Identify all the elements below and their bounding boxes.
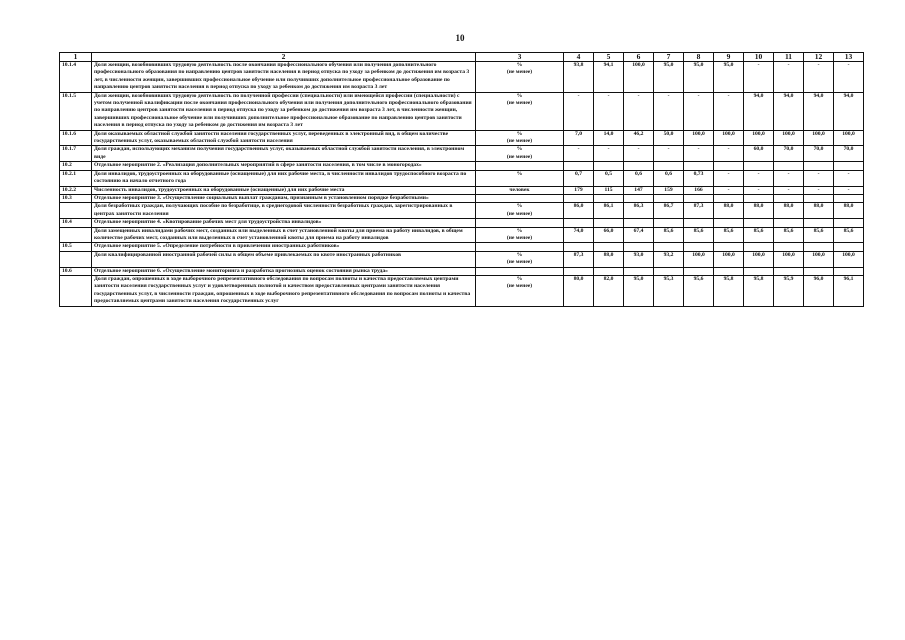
column-number-header: 10 — [744, 53, 774, 62]
row-value — [564, 219, 594, 227]
row-value — [774, 267, 804, 275]
row-value: 14,0 — [594, 130, 624, 146]
row-unit: % (не менее) — [476, 92, 564, 130]
row-value: - — [834, 62, 864, 93]
row-value — [594, 219, 624, 227]
row-value — [654, 194, 684, 202]
row-value — [564, 243, 594, 251]
row-value: 88,0 — [774, 203, 804, 219]
row-value — [744, 243, 774, 251]
indicators-table — [59, 52, 864, 307]
row-value: 70,0 — [834, 146, 864, 162]
row-value: - — [804, 170, 834, 186]
page-number: 10 — [455, 33, 465, 43]
column-number-header: 3 — [476, 53, 564, 62]
row-indicator-text: Доля замещенных инвалидами рабочих мест, созданных или выделенных в счет установленной квоты для приема на работу инвалидов, в общем количестве рабочих мест, созданных или выделенных в счет установленной квоты для приема на работу инвалидов — [92, 227, 476, 243]
row-value: - — [684, 146, 714, 162]
row-value — [774, 243, 804, 251]
row-value — [774, 219, 804, 227]
row-value: 70,0 — [804, 146, 834, 162]
row-code — [60, 251, 92, 267]
row-value: - — [714, 170, 744, 186]
row-value: 82,0 — [594, 275, 624, 306]
row-value: 86,3 — [624, 203, 654, 219]
row-value: 60,0 — [744, 146, 774, 162]
row-value: 85,6 — [654, 227, 684, 243]
row-value: - — [594, 146, 624, 162]
row-value: 0,6 — [624, 170, 654, 186]
row-code: 10.1.7 — [60, 146, 92, 162]
row-value: 85,6 — [714, 227, 744, 243]
row-value — [564, 162, 594, 170]
row-unit: % — [476, 170, 564, 186]
row-value: 85,6 — [774, 227, 804, 243]
row-value: - — [804, 62, 834, 93]
row-value — [684, 219, 714, 227]
row-value: 93,2 — [654, 251, 684, 267]
row-value: 100,0 — [684, 130, 714, 146]
row-value: 166 — [684, 186, 714, 194]
column-number-header: 12 — [804, 53, 834, 62]
row-value: 88,0 — [744, 203, 774, 219]
row-value: - — [774, 170, 804, 186]
row-unit — [476, 219, 564, 227]
row-value — [624, 194, 654, 202]
row-value: - — [834, 170, 864, 186]
row-value — [744, 267, 774, 275]
row-value — [624, 162, 654, 170]
row-value: 86,7 — [654, 203, 684, 219]
row-value: 88,0 — [804, 203, 834, 219]
table-row — [60, 275, 864, 306]
table-row — [60, 146, 864, 162]
row-value: - — [744, 62, 774, 93]
row-value: - — [714, 92, 744, 130]
row-value: 95,8 — [714, 275, 744, 306]
row-value: - — [624, 146, 654, 162]
column-number-header: 8 — [684, 53, 714, 62]
row-value — [594, 267, 624, 275]
row-value: 87,3 — [564, 251, 594, 267]
row-indicator-text: Отдельное мероприятие 4. «Квотирование рабочих мест для трудоустройства инвалидов» — [92, 219, 476, 227]
row-value: - — [714, 186, 744, 194]
row-value — [774, 162, 804, 170]
row-value: 0,73 — [684, 170, 714, 186]
row-value: - — [564, 146, 594, 162]
row-value: 88,0 — [594, 251, 624, 267]
table-row — [60, 219, 864, 227]
row-value: 100,0 — [774, 130, 804, 146]
row-indicator-text: Доля граждан, использующих механизм получения государственных услуг, оказываемых областной службой занятости населения, в электронном виде — [92, 146, 476, 162]
row-value: 66,0 — [594, 227, 624, 243]
row-value: 46,2 — [624, 130, 654, 146]
row-value — [714, 194, 744, 202]
row-value — [744, 219, 774, 227]
row-value: 147 — [624, 186, 654, 194]
row-value: 94,0 — [774, 92, 804, 130]
row-value — [624, 267, 654, 275]
row-value: 94,1 — [594, 62, 624, 93]
row-value: 86,1 — [594, 203, 624, 219]
row-value — [834, 267, 864, 275]
column-number-header: 9 — [714, 53, 744, 62]
row-code: 10.1.5 — [60, 92, 92, 130]
row-value: 93,8 — [564, 62, 594, 93]
row-value: 85,6 — [684, 227, 714, 243]
row-unit: человек — [476, 186, 564, 194]
row-code: 10.4 — [60, 219, 92, 227]
row-value — [714, 267, 744, 275]
row-value — [804, 219, 834, 227]
row-value: - — [654, 92, 684, 130]
row-value: 95,0 — [714, 62, 744, 93]
row-value — [684, 243, 714, 251]
row-indicator-text: Доля женщин, возобновивших трудовую деятельность по полученной профессии (специальности) или имеющейся профессии (специальности) с учетом полученной квалификации после окончания профессионального обучения или получения дополнительного профессионального образования по направлению центров занятости населения в период отпуска по уходу за ребенком до достижения им возраста 3 лет, в численности женщин, завершивших профессиональное обучение или получивших дополнительное профессиональное образование по направлению центров занятости населения в период отпуска по уходу за ребенком до достижения им возраста 3 лет — [92, 92, 476, 130]
table-row — [60, 162, 864, 170]
row-value: 94,0 — [834, 92, 864, 130]
row-indicator-text: Численность инвалидов, трудоустроенных на оборудованные (оснащенные) для них рабочие места — [92, 186, 476, 194]
row-value: 85,6 — [744, 227, 774, 243]
row-value: 7,0 — [564, 130, 594, 146]
row-value: 100,0 — [744, 130, 774, 146]
row-unit: % (не менее) — [476, 146, 564, 162]
row-code: 10.3 — [60, 194, 92, 202]
table-row — [60, 194, 864, 202]
row-indicator-text: Отдельное мероприятие 3. «Осуществление социальных выплат гражданам, признанным в установленном порядке безработными» — [92, 194, 476, 202]
row-value: - — [624, 92, 654, 130]
row-value — [684, 267, 714, 275]
row-value: 95,8 — [744, 275, 774, 306]
row-value: 88,0 — [714, 203, 744, 219]
row-value: 100,0 — [774, 251, 804, 267]
row-value: 95,0 — [624, 275, 654, 306]
row-value — [684, 162, 714, 170]
row-value: 86,0 — [564, 203, 594, 219]
table-row — [60, 130, 864, 146]
row-value: 100,0 — [714, 130, 744, 146]
row-value: - — [744, 170, 774, 186]
row-value: 100,0 — [804, 251, 834, 267]
row-value: - — [774, 186, 804, 194]
row-value — [804, 162, 834, 170]
row-code — [60, 275, 92, 306]
row-value — [684, 194, 714, 202]
row-value: 0,6 — [654, 170, 684, 186]
table-row — [60, 267, 864, 275]
table-row — [60, 186, 864, 194]
row-value — [834, 194, 864, 202]
row-code — [60, 227, 92, 243]
column-number-header: 1 — [60, 53, 92, 62]
row-value — [654, 219, 684, 227]
row-value: 179 — [564, 186, 594, 194]
row-value — [744, 194, 774, 202]
row-value — [564, 194, 594, 202]
row-unit: % (не менее) — [476, 203, 564, 219]
row-value: 95,6 — [684, 275, 714, 306]
row-value: 74,0 — [564, 227, 594, 243]
row-value — [744, 162, 774, 170]
row-code — [60, 203, 92, 219]
row-value: 96,1 — [834, 275, 864, 306]
row-value: 93,0 — [624, 251, 654, 267]
row-indicator-text: Доля безработных граждан, получающих пособие по безработице, в среднегодовой численности безработных граждан, зарегистрированных в центрах занятости населения — [92, 203, 476, 219]
row-value: - — [834, 186, 864, 194]
row-code: 10.1.6 — [60, 130, 92, 146]
row-value — [804, 243, 834, 251]
row-unit — [476, 243, 564, 251]
row-unit — [476, 194, 564, 202]
row-value — [714, 162, 744, 170]
row-unit — [476, 267, 564, 275]
row-indicator-text: Отдельное мероприятие 5. «Определение потребности в привлечении иностранных работников» — [92, 243, 476, 251]
row-unit: % (не менее) — [476, 251, 564, 267]
row-value: 96,0 — [804, 275, 834, 306]
row-value: 100,0 — [744, 251, 774, 267]
row-code: 10.2 — [60, 162, 92, 170]
row-value: 0,7 — [564, 170, 594, 186]
row-code: 10.2.1 — [60, 170, 92, 186]
row-unit: % (не менее) — [476, 130, 564, 146]
column-number-header: 11 — [774, 53, 804, 62]
table-row — [60, 203, 864, 219]
row-value: 88,0 — [834, 203, 864, 219]
column-number-row — [60, 53, 864, 62]
row-code: 10.1.4 — [60, 62, 92, 93]
row-value: - — [654, 146, 684, 162]
column-number-header: 4 — [564, 53, 594, 62]
row-unit: % (не менее) — [476, 275, 564, 306]
row-value: 100,0 — [714, 251, 744, 267]
row-value: - — [774, 62, 804, 93]
column-number-header: 2 — [92, 53, 476, 62]
row-value — [804, 267, 834, 275]
row-value: 0,5 — [594, 170, 624, 186]
row-value: 67,4 — [624, 227, 654, 243]
row-indicator-text: Доля оказываемых областной службой занятости населения государственных услуг, переведенных в электронный вид, в общем количестве государственных услуг, оказываемых областной службой занятости населения — [92, 130, 476, 146]
row-value: 85,6 — [804, 227, 834, 243]
row-value: 95,9 — [774, 275, 804, 306]
column-number-header: 6 — [624, 53, 654, 62]
row-value — [834, 162, 864, 170]
row-value: 100,0 — [684, 251, 714, 267]
row-value — [594, 243, 624, 251]
table-row — [60, 92, 864, 130]
column-number-header: 5 — [594, 53, 624, 62]
row-value — [624, 219, 654, 227]
table-row — [60, 243, 864, 251]
row-value — [594, 194, 624, 202]
row-indicator-text: Доля инвалидов, трудоустроенных на оборудованные (оснащенные) для них рабочие места, в численности инвалидов трудоспособного возраста по состоянию на начало отчетного года — [92, 170, 476, 186]
row-value — [834, 243, 864, 251]
row-value: - — [714, 146, 744, 162]
table-row — [60, 170, 864, 186]
row-value: - — [594, 92, 624, 130]
row-value: - — [744, 186, 774, 194]
row-value: 100,0 — [804, 130, 834, 146]
row-value — [654, 162, 684, 170]
row-value: 87,3 — [684, 203, 714, 219]
row-indicator-text: Доля квалифицированной иностранной рабочей силы в общем объеме привлекаемых по квоте иностранных работников — [92, 251, 476, 267]
column-number-header: 7 — [654, 53, 684, 62]
row-value — [594, 162, 624, 170]
column-number-header: 13 — [834, 53, 864, 62]
row-code: 10.6 — [60, 267, 92, 275]
row-value: 95,0 — [684, 62, 714, 93]
row-indicator-text: Доля женщин, возобновивших трудовую деятельность после окончания профессионального обучения или получения дополнительного профессионального образования по направлению центров занятости населения в период отпуска по уходу за ребенком до достижения им возраста 3 лет, в численности женщин, завершивших профессиональное обучение или получивших дополнительное профессиональное образование по направлению центров занятости населения в период отпуска по уходу за ребенком до достижения им возраста 3 лет — [92, 62, 476, 93]
table-row — [60, 227, 864, 243]
row-unit — [476, 162, 564, 170]
row-value: 100,0 — [834, 130, 864, 146]
row-value: 100,0 — [834, 251, 864, 267]
row-value — [714, 243, 744, 251]
row-value: 94,0 — [804, 92, 834, 130]
row-value: 115 — [594, 186, 624, 194]
row-value: - — [804, 186, 834, 194]
row-indicator-text: Доля граждан, опрошенных в ходе выборочного репрезентативного обследования по вопросам полноты и качества предоставляемых центрами занятости населения государственных услуг и удовлетворенных полнотой и качеством предоставленных центрами занятости населения государственных услуг, в численности граждан, опрошенных в ходе выборочного репрезентативного обследования по вопросам полноты и качества предоставляемых центрами занятости населения государственных услуг — [92, 275, 476, 306]
table-row — [60, 62, 864, 93]
row-value: 95,0 — [654, 62, 684, 93]
row-indicator-text: Отдельное мероприятие 6. «Осуществление мониторинга и разработка прогнозных оценок состояния рынка труда» — [92, 267, 476, 275]
row-value — [654, 243, 684, 251]
table-row — [60, 251, 864, 267]
row-value: 50,0 — [654, 130, 684, 146]
row-value — [774, 194, 804, 202]
row-value: 100,0 — [624, 62, 654, 93]
row-value: 85,6 — [834, 227, 864, 243]
row-value: 95,3 — [654, 275, 684, 306]
row-value: 159 — [654, 186, 684, 194]
row-unit: % (не менее) — [476, 62, 564, 93]
row-value: - — [684, 92, 714, 130]
row-unit: % (не менее) — [476, 227, 564, 243]
row-code: 10.5 — [60, 243, 92, 251]
row-indicator-text: Отдельное мероприятие 2. «Реализация дополнительных мероприятий в сфере занятости населения, в том числе в моногородах» — [92, 162, 476, 170]
row-value — [834, 219, 864, 227]
row-code: 10.2.2 — [60, 186, 92, 194]
row-value — [714, 219, 744, 227]
row-value — [654, 267, 684, 275]
table-body — [60, 62, 864, 307]
row-value: - — [564, 92, 594, 130]
row-value: 80,0 — [564, 275, 594, 306]
row-value: 94,0 — [744, 92, 774, 130]
row-value — [804, 194, 834, 202]
row-value — [624, 243, 654, 251]
row-value — [564, 267, 594, 275]
row-value: 70,0 — [774, 146, 804, 162]
